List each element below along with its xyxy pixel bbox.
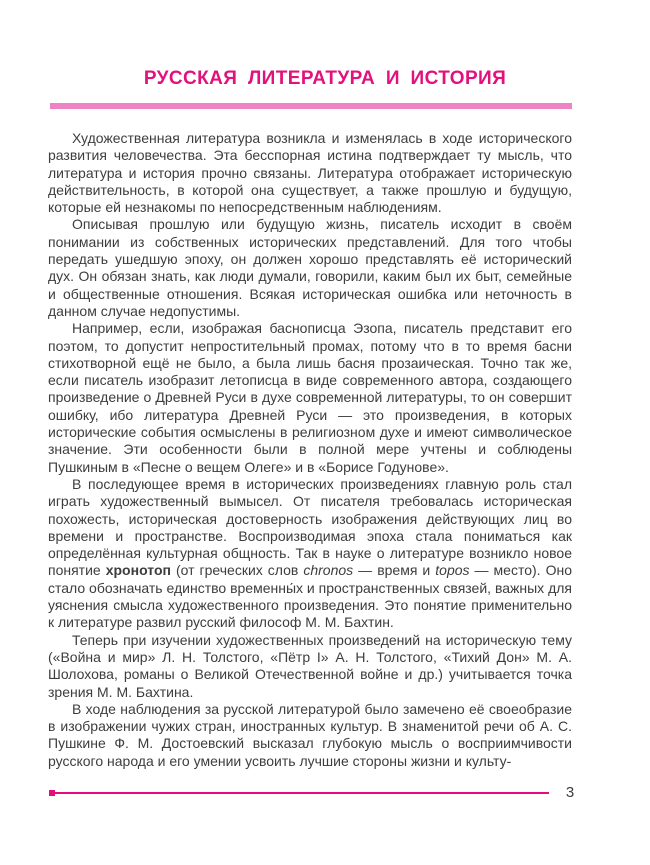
greek-term-topos: topos [435, 562, 470, 579]
paragraph-text: Художественная литература возникла и изменялась в ходе исторического развития человечества. Эта бесспорная истина подтверждает ту мысль, что литература и история прочно связаны. Литература отображает историческую действительность, в которой она существует, а также прошлую и будущую, которые ей незнакомы по непосредственным наблюдениям. [48, 130, 572, 216]
footer-rule-cap [49, 790, 55, 796]
key-term-khronotop: хронотоп [105, 562, 171, 579]
paragraph [48, 216, 572, 320]
header-rule [50, 103, 572, 109]
paragraph-text: В ходе наблюдения за русской литературой было замечено её своеобразие в изображении чужих стран, иностранных культур. В знаменитой речи об А. С. Пушкине Ф. М. Достоевский высказал глубокую мысль о восприимчивости русского народа и его умении усвоить лучшие стороны жизни и культу- [48, 700, 572, 769]
chapter-title: РУССКАЯ ЛИТЕРАТУРА И ИСТОРИЯ [143, 68, 507, 89]
footer-rule [50, 792, 549, 794]
paragraph-text: Описывая прошлую или будущую жизнь, писатель исходит в своём понимании из собственных исторических представлений. Для того чтобы передать ушедшую эпоху, он должен хорошо представлять её исторический дух. Он обязан знать, как люди думали, говорили, каким был их быт, семейные и общественные отношения. Всякая историческая ошибка или неточность в данном случае недопустимы. [48, 216, 572, 319]
paragraph-text: Теперь при изучении художественных произведений на историческую тему («Война и мир» Л. Н. Толстого, «Пётр I» А. Н. Толстого, «Тихий Дон» М. А. Шолохова, романы о Великой Отечественной войне и др.) учитывается точка зрения М. М. Бахтина. [48, 631, 572, 700]
paragraph-text: Например, если, изображая баснописца Эзопа, писатель представит его поэтом, то допустит непростительный промах, потому что в то время басни стихотворной ещё не было, а была лишь басня прозаическая. Точно так же, если писатель изобразит летописца в виде современного автора, создающего произведение о Древней Руси в духе современной литературы, то он совершит ошибку, ибо литература Древней Руси — это произведения, в которых исторические события осмыслены в религиозном духе и имеют символическое значение. Эти особенности были в полной мере учтены и соблюдены Пушкиным в «Песне о вещем Олеге» и в «Борисе Годунове». [48, 320, 572, 475]
body-text [48, 130, 572, 770]
paragraph [48, 701, 572, 770]
chapter-header [0, 0, 650, 109]
paragraph [48, 632, 572, 701]
paragraph-text: (от греческих слов [170, 562, 304, 579]
greek-term-chronos: chronos [303, 562, 354, 579]
paragraph [48, 476, 572, 632]
paragraph [48, 320, 572, 476]
paragraph-text: В последующее время в исторических произведениях главную роль стал играть художественный вымысел. От писателя требовалась историческая похожесть, историческая достоверность изображения действующих лиц во времени и пространстве. Воспроизводимая эпоха стала пониматься как определённая культурная общность. Так в науке о литературе возникло новое понятие [48, 475, 572, 579]
paragraph [48, 130, 572, 216]
page-number: 3 [565, 784, 575, 801]
paragraph-text: — время и [353, 562, 436, 579]
paragraph-text: — место). Оно стало обозначать единство временны́х и пространственных связей, важных для уяснения смысла художественного произведения. Это понятие применительно к литературе развил русский философ М. М. Бахтин. [48, 562, 572, 631]
